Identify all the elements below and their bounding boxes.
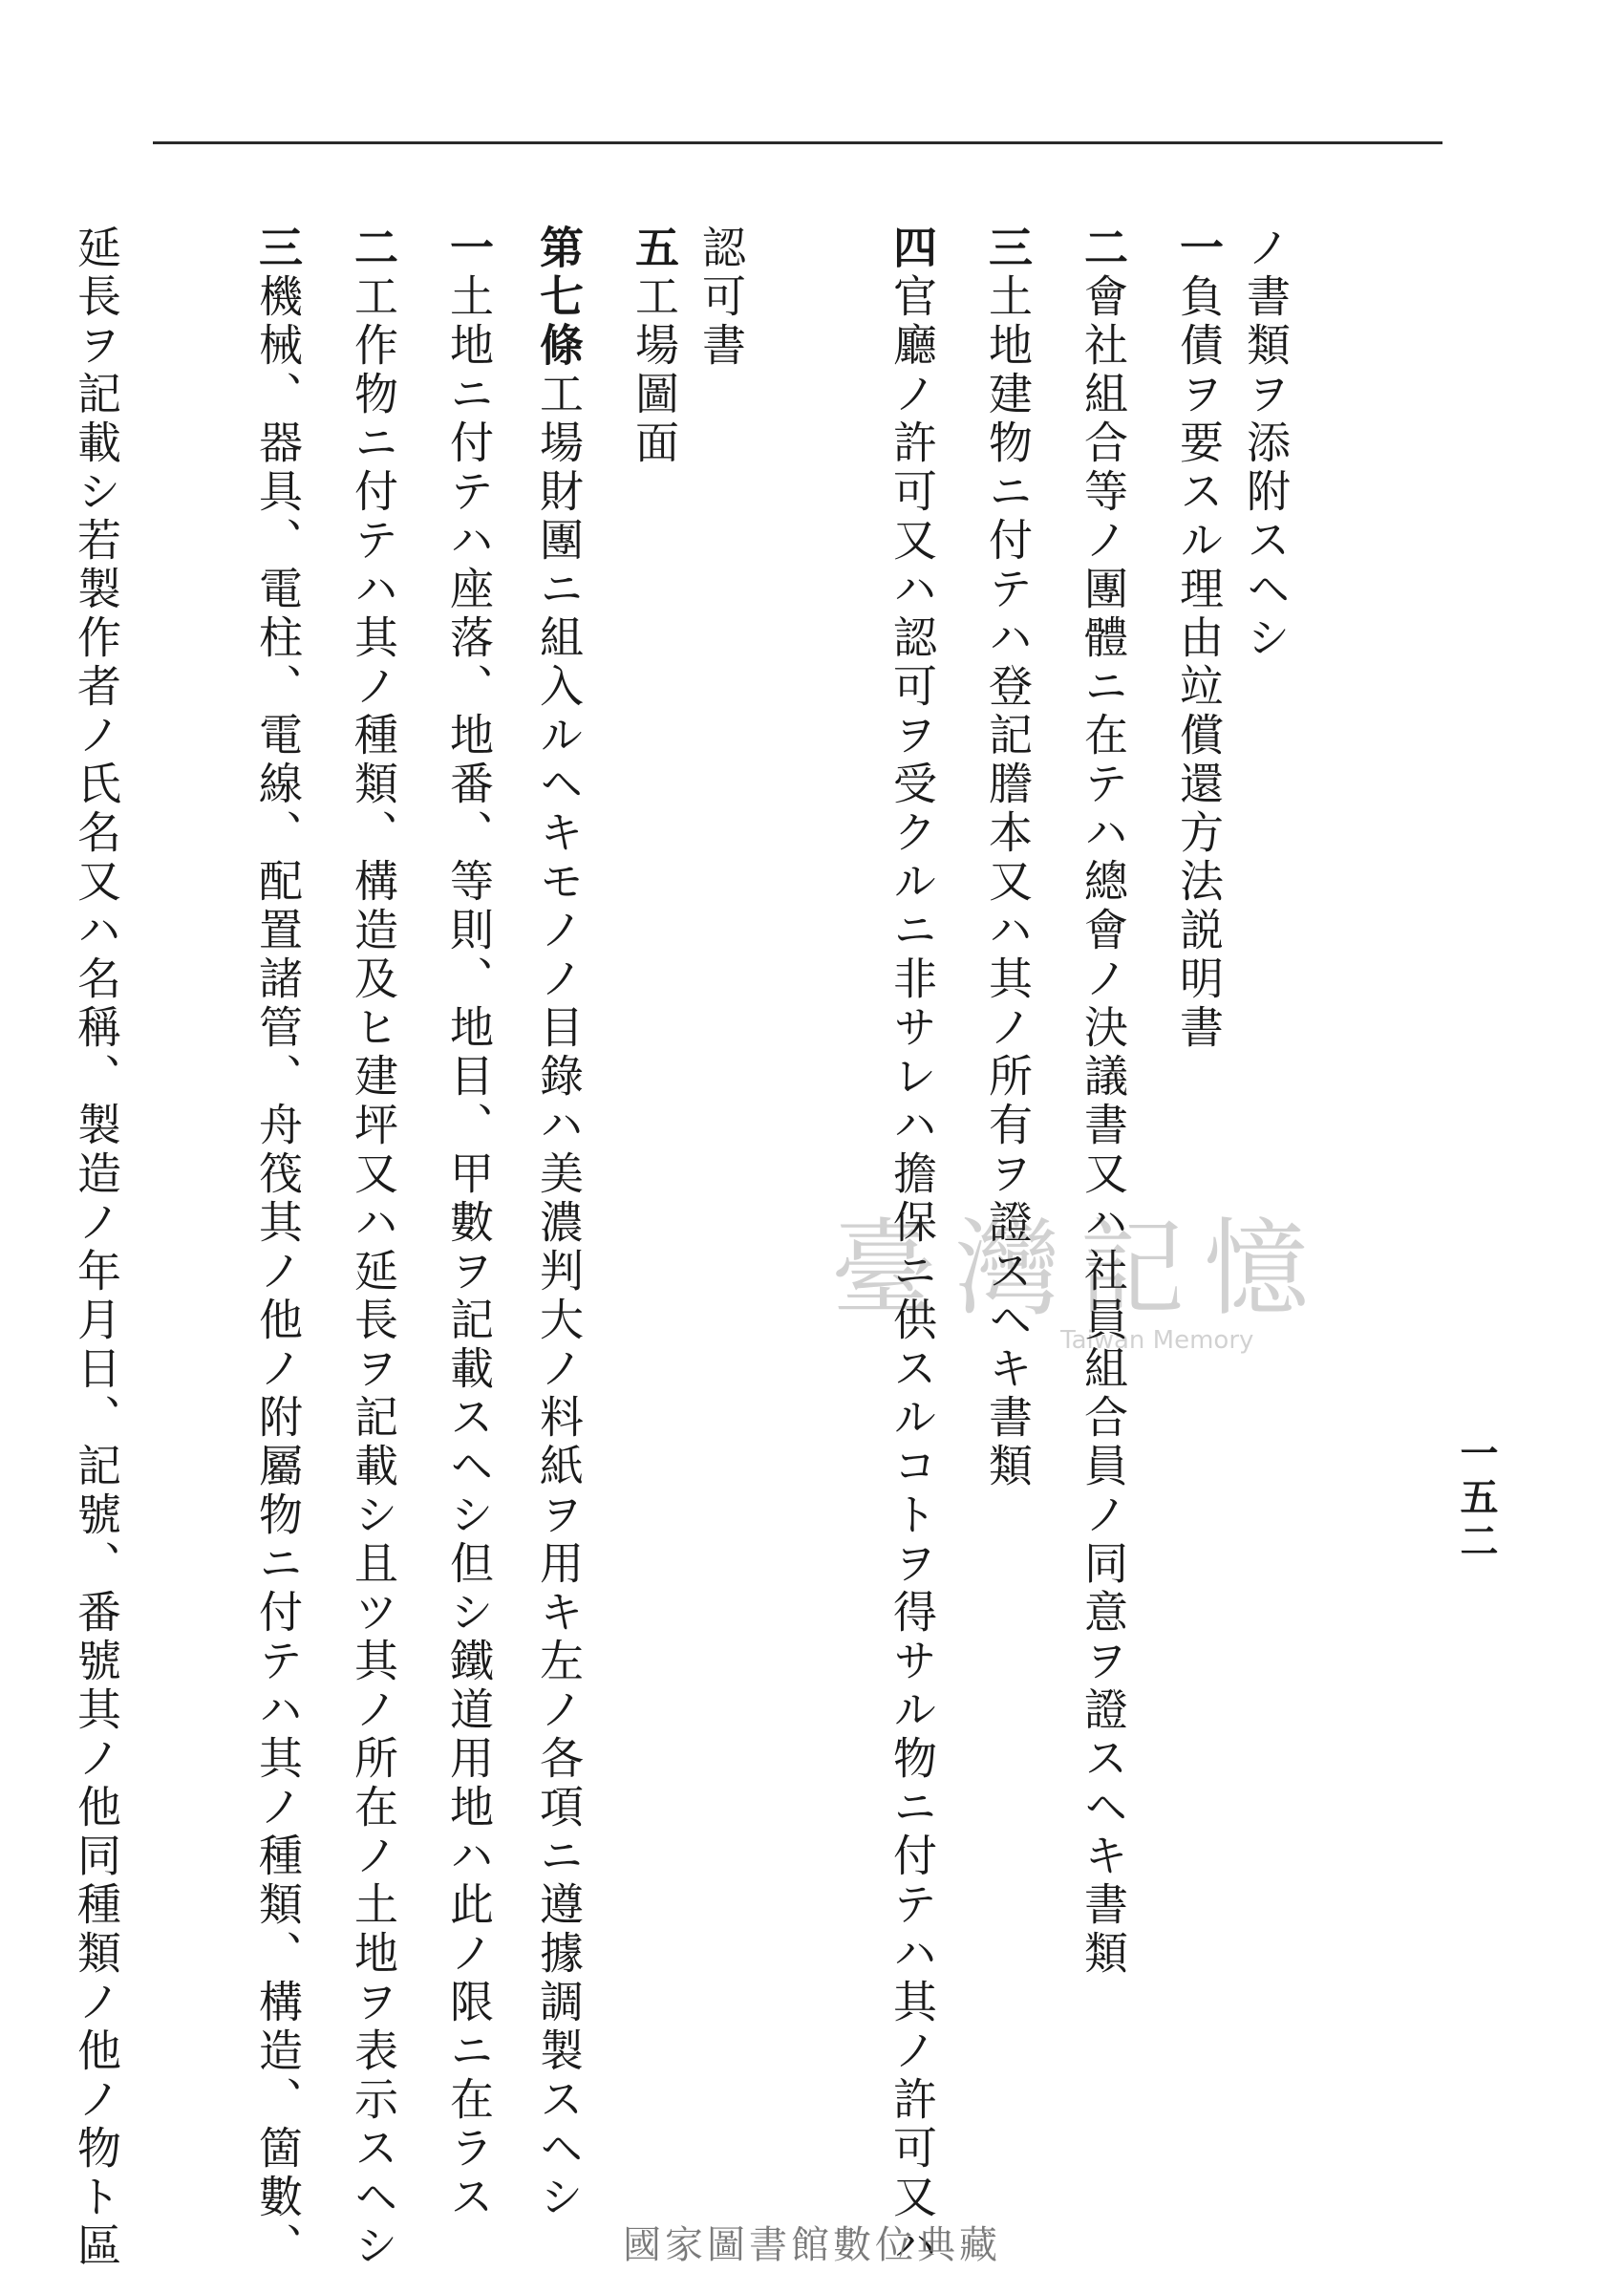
text-column bbox=[407, 225, 502, 2222]
column-text: 機械、器具、電柱、電線、配置諸管、舟筏其ノ他ノ附屬物ニ付テハ其ノ種類、構造、箇數、 bbox=[252, 273, 304, 2271]
text-column bbox=[502, 225, 592, 2222]
item-number: 五 bbox=[629, 225, 680, 273]
text-column bbox=[1041, 225, 1137, 2116]
item-number: 三 bbox=[982, 225, 1034, 273]
page-number: 一五二 bbox=[1454, 1433, 1499, 1565]
column-text: 土地ニ付テハ座落、地番、等則、地目、甲數ヲ記載スヘシ但シ鐵道用地ハ此ノ限ニ在ラス bbox=[443, 273, 495, 2222]
item-number: 一 bbox=[443, 225, 495, 273]
item-number: 一 bbox=[1173, 225, 1225, 273]
article-heading: 第七條 bbox=[533, 225, 585, 371]
footer-caption: 國家圖書館數位典藏 bbox=[623, 2223, 1001, 2267]
column-text: 工場圖面 bbox=[629, 273, 680, 468]
column-text: 土地建物ニ付テハ登記謄本又ハ其ノ所有ヲ證スヘキ書類 bbox=[982, 273, 1034, 1491]
item-number: 三 bbox=[252, 225, 304, 273]
column-text: 認可書 bbox=[695, 225, 747, 371]
column-text: 工作物ニ付テハ其ノ種類、構造及ヒ建坪又ハ延長ヲ記載シ且ツ其ノ所在ノ土地ヲ表示スヘシ bbox=[348, 273, 399, 2271]
text-column bbox=[850, 225, 946, 2271]
watermark-logo-text: 臺灣記憶 bbox=[831, 1208, 1328, 1330]
watermark-english-text: Taiwan Memory bbox=[1060, 1326, 1254, 1355]
text-column bbox=[311, 225, 407, 2271]
top-rule bbox=[153, 141, 1442, 144]
watermark bbox=[831, 1185, 1328, 1355]
text-column bbox=[688, 225, 755, 2116]
column-text: 官廳ノ許可又ハ認可ヲ受クルニ非サレハ擔保ニ供スルコトヲ得サル物ニ付テハ其ノ許可又ハ bbox=[887, 273, 938, 2271]
item-number: 二 bbox=[348, 225, 399, 273]
column-text: 會社組合等ノ團體ニ在テハ總會ノ決議書又ハ社員組合員ノ同意ヲ證スヘキ書類 bbox=[1078, 273, 1129, 1979]
column-text: 負債ヲ要スル理由竝償還方法説明書 bbox=[1173, 273, 1225, 1053]
item-number: 二 bbox=[1078, 225, 1129, 273]
text-column bbox=[1232, 225, 1299, 2116]
item-number: 四 bbox=[887, 225, 938, 273]
column-text: 工場財團ニ組入ルヘキモノノ目錄ハ美濃判大ノ料紙ヲ用キ左ノ各項ニ遵據調製スヘシ bbox=[533, 371, 585, 2222]
column-text: 延長ヲ記載シ若製作者ノ氏名又ハ名稱、製造ノ年月日、記號、番號其ノ他同種類ノ他ノ物ト區 bbox=[71, 225, 122, 2271]
text-column bbox=[946, 225, 1041, 2116]
column-text: ノ書類ヲ添附スヘシ bbox=[1240, 225, 1292, 663]
text-column bbox=[592, 225, 688, 2116]
text-column bbox=[216, 225, 311, 2271]
text-column bbox=[63, 225, 130, 2271]
text-column bbox=[1137, 225, 1232, 2116]
